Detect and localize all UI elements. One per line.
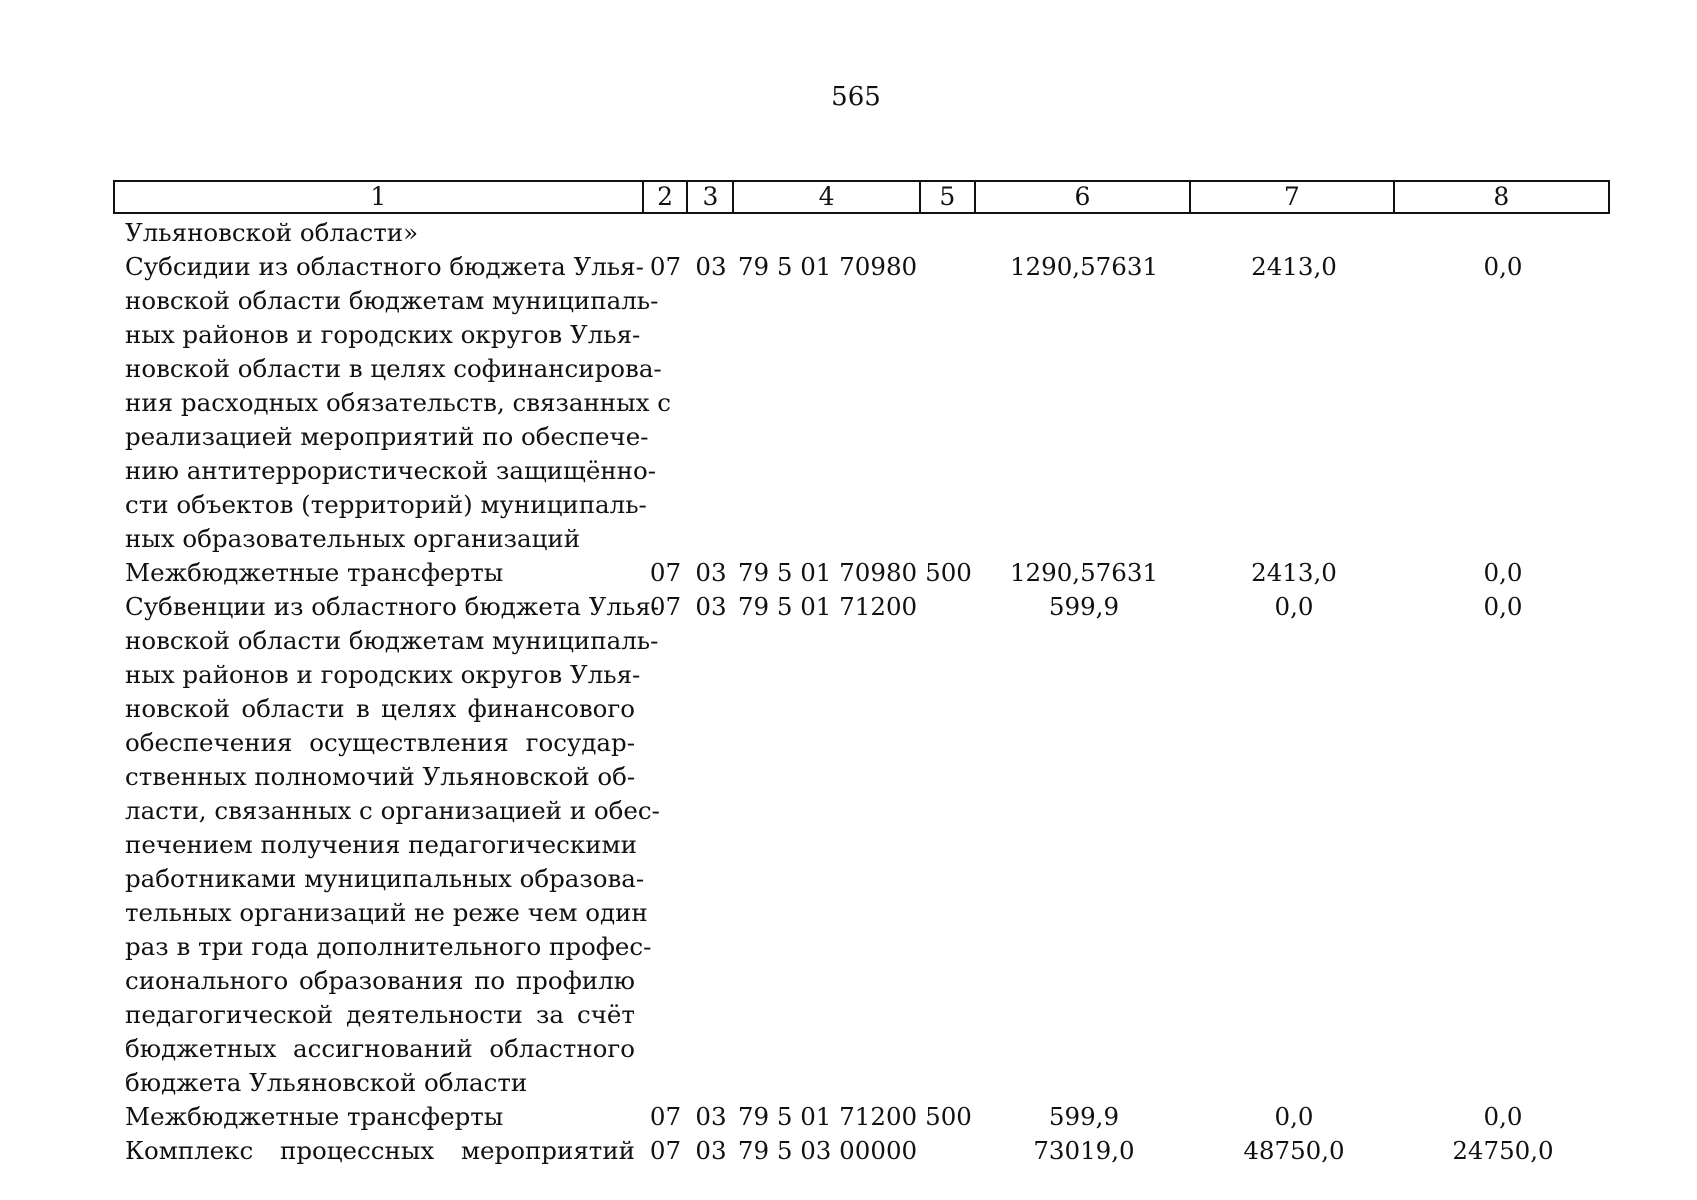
row-description bbox=[113, 1134, 643, 1168]
amount-col-8 bbox=[1396, 216, 1610, 250]
description-line: сионального образования по профилю bbox=[125, 966, 635, 995]
subsection-code: 03 bbox=[695, 252, 727, 281]
description-line: Межбюджетные трансферты bbox=[125, 558, 504, 587]
row-description bbox=[113, 556, 643, 590]
section-code: 07 bbox=[649, 1102, 682, 1131]
amount-col-6: 73019,0 bbox=[1033, 1136, 1135, 1165]
amount-col-6: 599,9 bbox=[1048, 592, 1120, 621]
amount-col-8: 0,0 bbox=[1483, 252, 1523, 281]
expense-type bbox=[921, 216, 976, 250]
amount-col-7: 2413,0 bbox=[1251, 558, 1337, 587]
amount-col-8: 0,0 bbox=[1483, 1102, 1523, 1131]
subsection-code: 03 bbox=[695, 558, 727, 587]
description-line: ственных полномочий Ульяновской об- bbox=[125, 762, 636, 791]
description-line: раз в три года дополнительного профес- bbox=[125, 932, 652, 961]
description-line: новской области бюджетам муниципаль- bbox=[125, 286, 659, 315]
description-line: ных районов и городских округов Улья- bbox=[125, 660, 641, 689]
header-col-3: 3 bbox=[688, 182, 734, 212]
table-row bbox=[113, 250, 1610, 556]
description-line: Субвенции из областного бюджета Улья- bbox=[125, 592, 660, 621]
target-article: 79 5 01 71200 bbox=[737, 592, 918, 621]
description-line: новской области в целях финансового bbox=[125, 694, 635, 723]
target-article: 79 5 01 70980 bbox=[737, 252, 918, 281]
table-row bbox=[113, 1134, 1610, 1168]
subsection-code: 03 bbox=[695, 592, 727, 621]
row-description bbox=[113, 1100, 643, 1134]
subsection-code: 03 bbox=[695, 1136, 727, 1165]
description-line: нию антитеррористической защищённо- bbox=[125, 456, 657, 485]
row-description bbox=[113, 216, 643, 250]
description-line: сти объектов (территорий) муниципаль- bbox=[125, 490, 647, 519]
description-line: бюджетных ассигнований областного bbox=[125, 1034, 635, 1063]
description-line: Субсидии из областного бюджета Улья- bbox=[125, 252, 644, 281]
amount-col-8: 0,0 bbox=[1483, 592, 1523, 621]
expense-type: 500 bbox=[925, 558, 972, 587]
header-col-1: 1 bbox=[115, 182, 644, 212]
table-row bbox=[113, 216, 1610, 250]
section-code bbox=[643, 216, 688, 250]
subsection-code: 03 bbox=[695, 1102, 727, 1131]
amount-col-8: 0,0 bbox=[1483, 558, 1523, 587]
section-code: 07 bbox=[649, 592, 682, 621]
description-line: реализацией мероприятий по обеспече- bbox=[125, 422, 649, 451]
amount-col-7: 48750,0 bbox=[1243, 1136, 1345, 1165]
description-line: Ульяновской области» bbox=[125, 218, 419, 247]
target-article: 79 5 01 70980 bbox=[737, 558, 918, 587]
description-line: педагогической деятельности за счёт bbox=[125, 1000, 635, 1029]
amount-col-6 bbox=[976, 216, 1192, 250]
header-col-8: 8 bbox=[1493, 182, 1510, 211]
header-col-5: 5 bbox=[921, 182, 976, 212]
description-line: обеспечения осуществления государ- bbox=[125, 728, 635, 757]
description-line: печением получения педагогическими bbox=[125, 830, 637, 859]
description-line: бюджета Ульяновской области bbox=[125, 1068, 528, 1097]
expense-type bbox=[921, 590, 976, 624]
amount-col-6: 599,9 bbox=[1048, 1102, 1120, 1131]
target-article: 79 5 01 71200 bbox=[737, 1102, 918, 1131]
page-number: 565 bbox=[831, 82, 881, 112]
description-line: ных районов и городских округов Улья- bbox=[125, 320, 641, 349]
amount-col-7 bbox=[1192, 216, 1396, 250]
amount-col-6: 1290,57631 bbox=[1009, 558, 1159, 587]
header-col-4: 4 bbox=[734, 182, 921, 212]
amount-col-6: 1290,57631 bbox=[1009, 252, 1159, 281]
row-description bbox=[113, 590, 660, 1100]
description-line: ласти, связанных с организацией и обес- bbox=[125, 796, 660, 825]
amount-col-7: 0,0 bbox=[1274, 592, 1314, 621]
header-col-7: 7 bbox=[1191, 182, 1394, 212]
header-col-6: 6 bbox=[976, 182, 1191, 212]
section-code: 07 bbox=[649, 1136, 682, 1165]
target-article bbox=[734, 216, 921, 250]
subsection-code bbox=[688, 216, 734, 250]
expense-type bbox=[921, 250, 976, 284]
description-line: ния расходных обязательств, связанных с bbox=[125, 388, 671, 417]
table-header bbox=[113, 180, 1610, 214]
expense-type bbox=[921, 1134, 976, 1168]
description-line: ных образовательных организаций bbox=[125, 524, 581, 553]
table-row bbox=[113, 556, 1610, 590]
target-article: 79 5 03 00000 bbox=[737, 1136, 918, 1165]
description-line: новской области бюджетам муниципаль- bbox=[125, 626, 659, 655]
description-line: тельных организаций не реже чем один bbox=[125, 898, 648, 927]
description-line: работниками муниципальных образова- bbox=[125, 864, 645, 893]
description-line: новской области в целях софинансирова- bbox=[125, 354, 662, 383]
amount-col-7: 0,0 bbox=[1274, 1102, 1314, 1131]
section-code: 07 bbox=[649, 252, 682, 281]
table-row bbox=[113, 1100, 1610, 1134]
amount-col-8: 24750,0 bbox=[1452, 1136, 1554, 1165]
table-row bbox=[113, 590, 1610, 1100]
expense-type: 500 bbox=[925, 1102, 972, 1131]
section-code: 07 bbox=[649, 558, 682, 587]
description-line: Межбюджетные трансферты bbox=[125, 1102, 504, 1131]
header-col-2: 2 bbox=[644, 182, 689, 212]
amount-col-7: 2413,0 bbox=[1251, 252, 1337, 281]
description-line: Комплекс процессных мероприятий bbox=[125, 1136, 635, 1165]
